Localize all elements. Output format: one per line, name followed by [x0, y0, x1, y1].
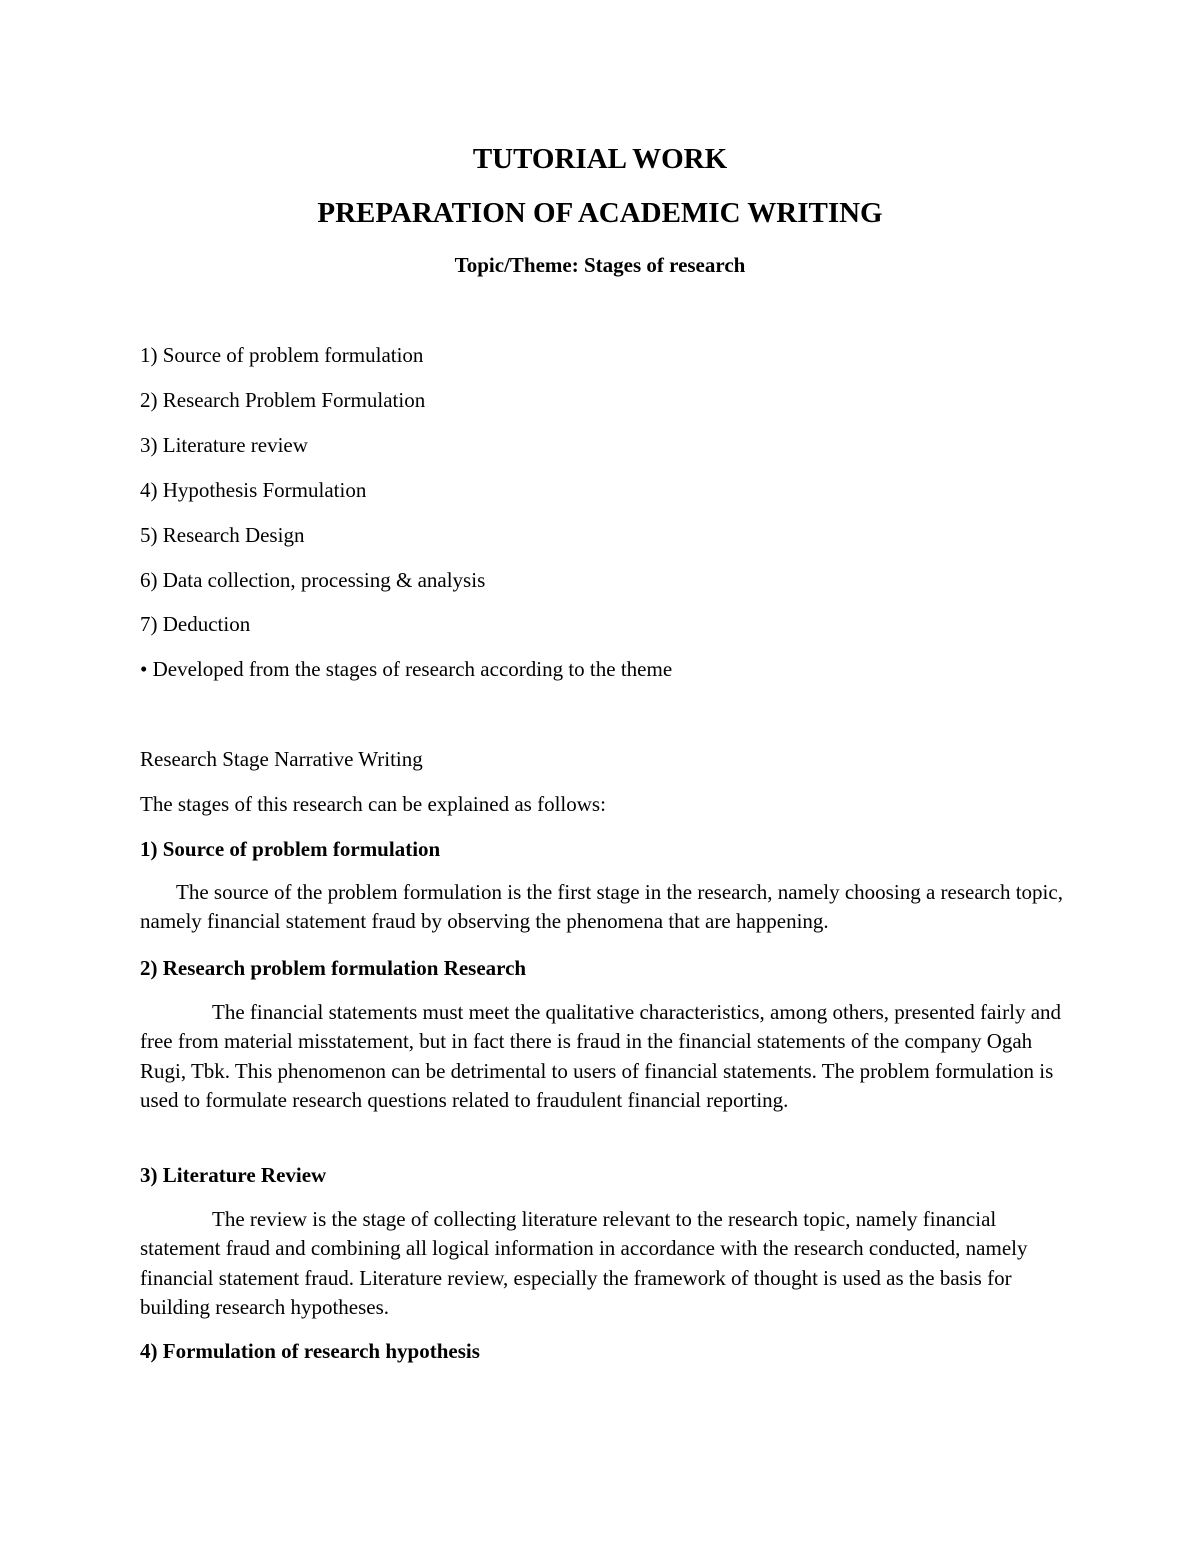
section-body-3: The review is the stage of collecting literature relevant to the research topic, namely financial statement fraud and combining all logical information in accordance with the research conducted, namely financial statement fraud. Literature review, especially the framework of thought is used as the basis for building research hypotheses. — [140, 1207, 1028, 1319]
section-heading-2: 2) Research problem formulation Research — [140, 956, 527, 980]
section-body-1: The source of the problem formulation is the first stage in the research, namely choosing a research topic, namely financial statement fraud by observing the phenomena that are happening. — [140, 880, 1063, 934]
narrative-intro: The stages of this research can be explained as follows: — [140, 792, 606, 816]
stage-list-item: 6) Data collection, processing & analysis — [140, 568, 486, 592]
stage-list-item: 4) Hypothesis Formulation — [140, 478, 367, 502]
document-subtitle: PREPARATION OF ACADEMIC WRITING — [317, 197, 883, 229]
section-heading-4: 4) Formulation of research hypothesis — [140, 1339, 480, 1363]
section-heading-1: 1) Source of problem formulation — [140, 837, 441, 861]
stage-list-item: 1) Source of problem formulation — [140, 343, 424, 367]
narrative-heading: Research Stage Narrative Writing — [140, 747, 423, 771]
stage-list-item: 7) Deduction — [140, 612, 251, 636]
topic-line: Topic/Theme: Stages of research — [454, 253, 746, 277]
bullet-note: • Developed from the stages of research according to the theme — [140, 657, 673, 681]
stage-list-item: 2) Research Problem Formulation — [140, 388, 426, 412]
stage-list-item: 5) Research Design — [140, 523, 305, 547]
section-body-2: The financial statements must meet the qualitative characteristics, among others, presented fairly and free from material misstatement, but in fact there is fraud in the financial statements of the company Ogah Rugi, Tbk. This phenomenon can be detrimental to users of financial statements. The problem formulation is used to formulate research questions related to fraudulent financial reporting. — [140, 1000, 1062, 1112]
section-heading-3: 3) Literature Review — [140, 1163, 327, 1187]
document-title: TUTORIAL WORK — [472, 143, 728, 175]
stage-list-item: 3) Literature review — [140, 433, 308, 457]
